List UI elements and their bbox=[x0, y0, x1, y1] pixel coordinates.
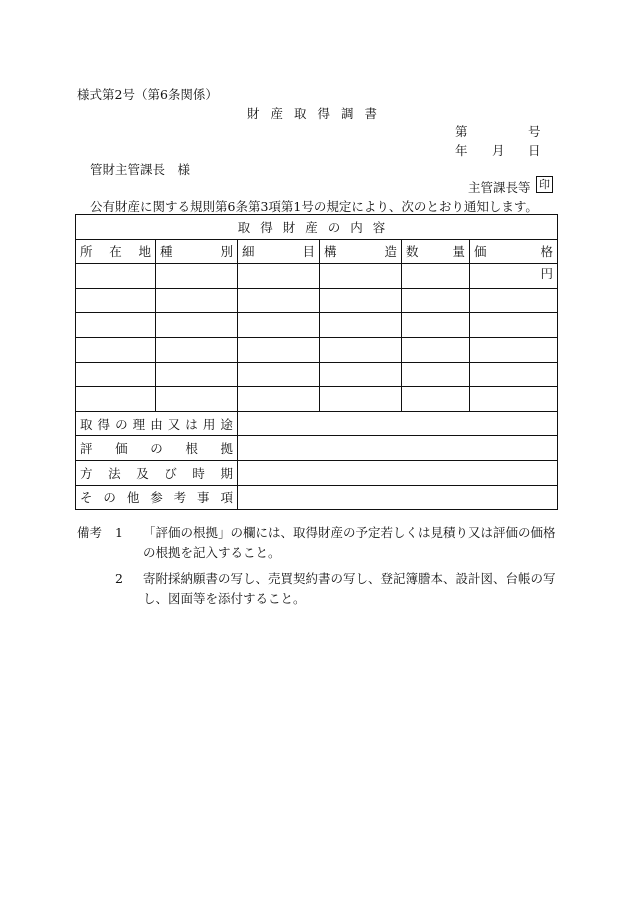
info-row-label-char: の bbox=[150, 441, 163, 457]
form-id: 様式第2号（第6条関係） bbox=[77, 87, 218, 102]
table-cell[interactable] bbox=[156, 387, 238, 412]
info-row-label-char: 由 bbox=[150, 416, 163, 432]
table-cell[interactable] bbox=[470, 362, 558, 387]
table-cell[interactable] bbox=[76, 362, 156, 387]
remark-text: 寄附採納願書の写し、売買契約書の写し、登記簿謄本、設計図、台帳の写し、図面等を添付すること。 bbox=[143, 571, 556, 606]
table-cell[interactable] bbox=[402, 313, 470, 338]
info-row-label-char: 拠 bbox=[220, 441, 233, 457]
table-row bbox=[76, 313, 558, 338]
remarks bbox=[77, 523, 557, 609]
info-row-label-char: の bbox=[115, 416, 128, 432]
column-header bbox=[402, 239, 470, 264]
info-row-label-char: 得 bbox=[97, 416, 111, 432]
info-row-label-char: 時 bbox=[192, 465, 205, 481]
column-header-char: 細 bbox=[242, 244, 255, 260]
info-row bbox=[76, 460, 558, 485]
column-header-char: 造 bbox=[384, 244, 397, 260]
table-cell[interactable] bbox=[238, 313, 320, 338]
info-row-value[interactable] bbox=[238, 485, 558, 510]
table-cell[interactable] bbox=[470, 288, 558, 313]
info-row-label-char: 参 bbox=[150, 490, 163, 506]
table-cell[interactable] bbox=[238, 337, 320, 362]
table-cell[interactable] bbox=[238, 264, 320, 289]
table-cell[interactable] bbox=[156, 337, 238, 362]
table-cell[interactable] bbox=[320, 387, 402, 412]
remark-text: 「評価の根拠」の欄には、取得財産の予定若しくは見積り又は評価の価格の根拠を記入すること。 bbox=[143, 525, 556, 560]
info-row-label-char: び bbox=[164, 465, 177, 481]
remark-number: 2 bbox=[115, 571, 123, 586]
info-row-label-char: 途 bbox=[220, 416, 233, 432]
sender: 主管課長等 bbox=[468, 180, 531, 195]
document-title: 財産取得調書 bbox=[247, 106, 389, 121]
column-header-row bbox=[76, 239, 558, 264]
column-header-char: 数 bbox=[406, 244, 419, 260]
info-row-label bbox=[76, 436, 238, 461]
info-row-label-char: 根 bbox=[185, 441, 198, 457]
table-cell[interactable] bbox=[320, 313, 402, 338]
info-row-label bbox=[76, 460, 238, 485]
table-cell[interactable] bbox=[76, 264, 156, 289]
info-row-label-char: 又 bbox=[167, 416, 181, 432]
column-header-char: 価 bbox=[474, 244, 487, 260]
column-header-char: 構 bbox=[324, 244, 337, 260]
date-month: 月 bbox=[492, 143, 505, 158]
info-row-value[interactable] bbox=[238, 436, 558, 461]
table-cell[interactable] bbox=[76, 387, 156, 412]
seal-mark: 印 bbox=[536, 176, 553, 193]
number-suffix: 号 bbox=[528, 124, 541, 139]
info-row-label-char: 価 bbox=[115, 441, 128, 457]
table-cell[interactable] bbox=[402, 362, 470, 387]
remarks-label bbox=[77, 569, 115, 609]
table-cell[interactable] bbox=[470, 387, 558, 412]
column-header-char: 別 bbox=[220, 244, 233, 260]
table-cell[interactable] bbox=[320, 362, 402, 387]
table-cell[interactable] bbox=[156, 362, 238, 387]
column-header-char: 量 bbox=[452, 244, 465, 260]
table-cell[interactable] bbox=[402, 387, 470, 412]
intro-text: 公有財産に関する規則第6条第3項第1号の規定により、次のとおり通知します。 bbox=[90, 199, 538, 214]
column-header-char: 地 bbox=[138, 244, 151, 260]
table-cell[interactable] bbox=[320, 264, 402, 289]
table-row bbox=[76, 288, 558, 313]
info-row-label-char: の bbox=[103, 490, 116, 506]
column-header-char: 在 bbox=[109, 244, 122, 260]
column-header-char: 所 bbox=[80, 244, 93, 260]
remarks-label: 備考 bbox=[77, 525, 103, 540]
table-cell[interactable] bbox=[156, 288, 238, 313]
table-row bbox=[76, 387, 558, 412]
info-row-label bbox=[76, 411, 238, 436]
column-header bbox=[320, 239, 402, 264]
table-cell[interactable] bbox=[156, 264, 238, 289]
info-row-label-char: 法 bbox=[108, 465, 121, 481]
date-year: 年 bbox=[455, 143, 468, 158]
info-row bbox=[76, 485, 558, 510]
property-table bbox=[75, 214, 558, 510]
table-cell[interactable] bbox=[470, 337, 558, 362]
info-row-label-char: は bbox=[185, 416, 198, 432]
info-row-label-char: 用 bbox=[202, 416, 216, 432]
info-row-label-char: 方 bbox=[80, 465, 93, 481]
info-row-label-char: 考 bbox=[173, 490, 187, 506]
info-row-label-char: そ bbox=[80, 490, 93, 506]
column-header bbox=[470, 239, 558, 264]
table-cell[interactable] bbox=[320, 288, 402, 313]
column-header bbox=[238, 239, 320, 264]
info-row-label-char: 事 bbox=[197, 490, 210, 506]
table-cell[interactable] bbox=[402, 337, 470, 362]
column-header-char: 種 bbox=[160, 244, 173, 260]
info-row-label-char: 理 bbox=[132, 416, 146, 432]
table-cell[interactable] bbox=[402, 288, 470, 313]
remark-number: 1 bbox=[115, 525, 123, 540]
info-row bbox=[76, 436, 558, 461]
table-cell[interactable] bbox=[238, 362, 320, 387]
info-row-value[interactable] bbox=[238, 460, 558, 485]
addressee: 管財主管課長 様 bbox=[90, 162, 191, 177]
info-row-label-char: 取 bbox=[80, 416, 93, 432]
info-row-label-char: 評 bbox=[80, 441, 93, 457]
table-cell[interactable] bbox=[470, 313, 558, 338]
remark-item bbox=[77, 569, 557, 609]
table-row bbox=[76, 362, 558, 387]
info-row-label-char: 項 bbox=[220, 490, 233, 506]
info-row-label-char: 及 bbox=[136, 465, 149, 481]
info-row-value[interactable] bbox=[238, 411, 558, 436]
number-prefix: 第 bbox=[455, 124, 468, 139]
table-row bbox=[76, 337, 558, 362]
date-day: 日 bbox=[528, 143, 541, 158]
column-header bbox=[76, 239, 156, 264]
info-row-label bbox=[76, 485, 238, 510]
price-unit: 円 bbox=[470, 264, 558, 289]
table-row bbox=[76, 264, 558, 289]
info-row-label-char: 他 bbox=[126, 490, 140, 506]
table-cell[interactable] bbox=[76, 313, 156, 338]
info-row-label-char: 期 bbox=[220, 465, 233, 481]
column-header bbox=[156, 239, 238, 264]
table-cell[interactable] bbox=[156, 313, 238, 338]
remark-item bbox=[77, 523, 557, 563]
section-header: 取得財産の内容 bbox=[76, 215, 558, 240]
table-cell[interactable] bbox=[238, 387, 320, 412]
column-header-char: 目 bbox=[302, 244, 315, 260]
table-cell[interactable] bbox=[320, 337, 402, 362]
column-header-char: 格 bbox=[540, 244, 554, 260]
table-cell[interactable] bbox=[76, 337, 156, 362]
info-row bbox=[76, 411, 558, 436]
table-cell[interactable] bbox=[238, 288, 320, 313]
table-cell[interactable] bbox=[76, 288, 156, 313]
table-cell[interactable] bbox=[402, 264, 470, 289]
